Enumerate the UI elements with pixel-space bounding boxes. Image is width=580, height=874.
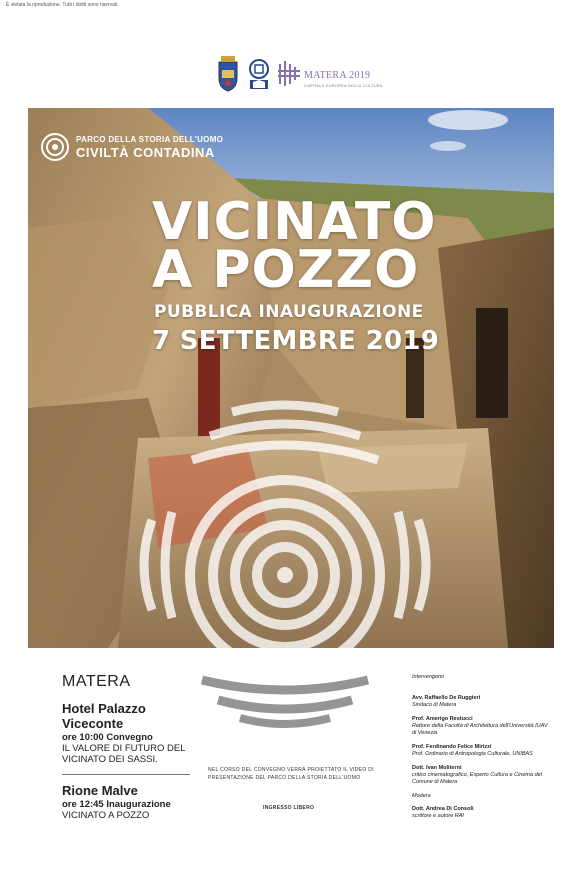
speaker-role: Rettore della Facoltà di Architettura dell'Università IUAV di Venezia <box>412 723 548 736</box>
session-2-time: ore 12:45 Inaugurazione <box>62 799 171 810</box>
session-2-desc: VICINATO A POZZO <box>62 810 150 821</box>
session-2-venue: Rione Malve <box>62 783 138 798</box>
speaker-name: Dott. Ivan Moliterni <box>412 765 462 771</box>
session-1-time: ore 10:00 Convegno <box>62 732 153 743</box>
speaker-role: Prof. Ordinario di Antropologia Culturale, UNIBAS <box>412 751 533 757</box>
event-details <box>62 673 197 821</box>
speakers-intro: Intervengono <box>412 674 445 680</box>
matera-2019-icon <box>276 58 306 88</box>
video-note: NEL CORSO DEL CONVEGNO VERRÀ PROIETTATO IL VIDEO DI PRESENTAZIONE DEL PARCO DELLA STORIA DELL'UOMO <box>208 767 374 781</box>
headline-line-2: A POZZO <box>152 240 420 300</box>
target-logo-icon <box>40 132 70 162</box>
matera-2019-text: MATERA 2019 <box>304 70 371 81</box>
speaker-name: Avv. Raffaello De Ruggieri <box>412 695 481 701</box>
speaker-4 <box>412 765 552 786</box>
speaker-1 <box>412 695 552 709</box>
speaker-role: critico cinematografico, Esperto Cultura e Cinema del Comune di Matera <box>412 772 542 785</box>
city-crest-icon <box>216 56 240 92</box>
speaker-name: Prof. Ferdinando Felice Mirizzi <box>412 744 492 750</box>
speaker-3 <box>412 744 552 758</box>
moderator <box>412 806 552 820</box>
copyright-note: È vietata la riproduzione. Tutti i diritti sono riservati <box>6 2 118 8</box>
headline-subtitle: PUBBLICA INAUGURAZIONE <box>154 302 424 322</box>
moderator-role: scrittore e autore RAI <box>412 813 464 819</box>
moderator-name: Dott. Andrea Di Consoli <box>412 806 474 812</box>
speaker-name: Prof. Amerigo Restucci <box>412 716 473 722</box>
speaker-role: Sindaco di Matera <box>412 702 457 708</box>
headline-line-1: VICINATO <box>152 192 437 252</box>
matera-2019-subtitle: CAPITALE EUROPEA DELLA CULTURA <box>304 83 383 88</box>
event-date: 7 SETTEMBRE 2019 <box>152 326 440 356</box>
headline <box>152 192 437 300</box>
matera-2019-logo <box>276 58 383 92</box>
city-label: MATERA <box>62 673 131 690</box>
session-1-desc: IL VALORE DI FUTURO DEL VICINATO DEI SASSI. <box>62 743 186 765</box>
brand-line-1: PARCO DELLA STORIA DELL'UOMO <box>76 134 224 144</box>
speakers-list <box>412 674 552 827</box>
logo-strip <box>212 56 382 96</box>
brand-line-2: CIVILTÀ CONTADINA <box>76 144 215 160</box>
speaker-2 <box>412 716 552 737</box>
divider <box>62 774 190 775</box>
free-entry-label: INGRESSO LIBERO <box>263 805 315 811</box>
moderator-intro: Modera <box>412 793 431 799</box>
parco-brand <box>40 132 223 162</box>
session-1-venue: Hotel Palazzo Viceconte <box>62 701 146 731</box>
unesco-icon <box>248 58 270 90</box>
